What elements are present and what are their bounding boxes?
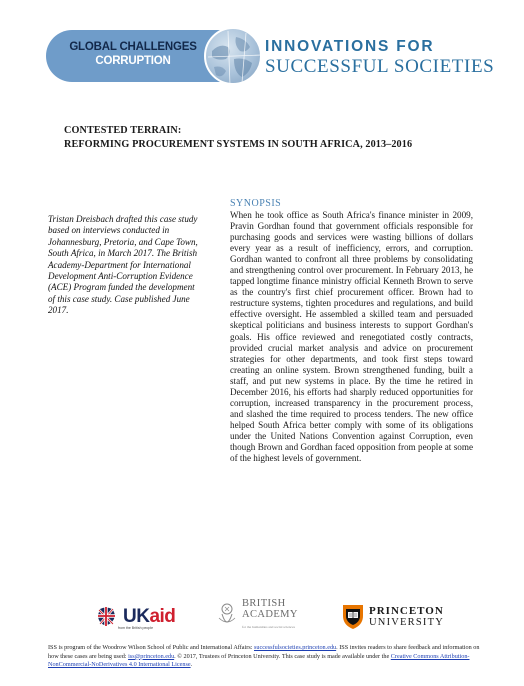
iss-website-link[interactable]: successfulsocieties.princeton.edu bbox=[254, 644, 337, 651]
princeton-shield-icon bbox=[342, 604, 364, 630]
ukaid-uk: UK bbox=[123, 606, 150, 627]
ukaid-aid: aid bbox=[149, 606, 176, 627]
ba-tagline: for the humanities and social sciences bbox=[242, 624, 295, 629]
footer-note bbox=[48, 644, 480, 670]
globe-puzzle-icon bbox=[204, 27, 262, 85]
synopsis-text: When he took office as South Africa's finance minister in 2009, Pravin Gordhan found that government officials responsible for purchasing goods and services were wasting billions of dollars every year as a result of inefficiency, errors, and corruption. Gordhan wanted to confront all three problems by consolidating and strengthening control over procurement. In February 2013, he tapped longtime finance ministry official Kenneth Brown to serve as the country's first chief procurement officer. Brown had to restructure systems, tighten procedures and regulations, and build effective oversight. He assembled a skilled team and persuaded skeptical politicians and business interests to support Gordhan's goals. His office reviewed and renegotiated costly contracts, provided crucial market analysis and advice on procurement strategies for other departments, and took first steps toward creating an online system. Brown strengthened funding, built a staff, and put new systems in place. By the time he retired in December 2016, his efforts had sharply reduced opportunities for corruption, increased transparency in the procurement process, and slashed the time required to process tenders. The new office helped South Africa better comply with some of its obligations under the United Nations Convention against Corruption, even though Brown and Gordhan faced opposition from people at some of the highest levels of government. bbox=[230, 210, 473, 464]
license-link[interactable]: Creative Commons Attribution-NonCommercial-NoDerivatives 4.0 International License bbox=[48, 652, 470, 669]
ukaid-tagline: from the British people bbox=[118, 626, 154, 630]
case-title-line1: CONTESTED TERRAIN: bbox=[64, 125, 182, 136]
british-academy-wordmark bbox=[242, 598, 298, 633]
iss-title: INNOVATIONS FOR bbox=[265, 38, 435, 55]
footer-part1: ISS is program of the Woodrow Wilson School of Public and International Affairs: bbox=[48, 644, 254, 651]
footer-part3: . © 2017, Trustees of Princeton University. This case study is made available under the bbox=[174, 652, 391, 660]
iss-email-link[interactable]: iss@princeton.edu bbox=[128, 652, 175, 660]
footer-part2: . ISS invites readers to share feedback and information on how these cases are being used: bbox=[48, 644, 480, 660]
author-note: Tristan Dreisbach drafted this case study based on interviews conducted in Johannesburg, Pretoria, and Cape Town, South Africa, in March 2017. The British Academy-Department for International Development Anti-Corruption Evidence (ACE) Program funded the development of this case study. Case published June 2017. bbox=[48, 214, 198, 316]
synopsis-heading: SYNOPSIS bbox=[230, 198, 282, 209]
banner-line-corruption: CORRUPTION bbox=[95, 55, 171, 67]
sponsor-logos bbox=[0, 596, 524, 636]
princeton-logo bbox=[342, 602, 444, 632]
pu-line1: PRINCETON bbox=[369, 605, 444, 617]
british-academy-logo bbox=[216, 598, 298, 632]
iss-subtitle: SUCCESSFUL SOCIETIES bbox=[265, 56, 495, 77]
pu-line2: UNIVERSITY bbox=[369, 617, 444, 628]
british-academy-crest-icon bbox=[216, 600, 238, 630]
princeton-wordmark bbox=[369, 605, 444, 629]
case-title bbox=[64, 124, 484, 152]
banner-line-global-challenges: GLOBAL CHALLENGES bbox=[69, 41, 197, 53]
ukaid-wordmark bbox=[123, 606, 175, 628]
ba-line2: ACADEMY bbox=[242, 608, 298, 620]
page-header bbox=[0, 0, 524, 100]
case-title-line2: REFORMING PROCUREMENT SYSTEMS IN SOUTH AFRICA, 2013–2016 bbox=[64, 139, 413, 150]
footer-part4: . bbox=[190, 661, 193, 669]
banner-label bbox=[58, 40, 208, 68]
ba-line1: BRITISH bbox=[242, 597, 286, 609]
